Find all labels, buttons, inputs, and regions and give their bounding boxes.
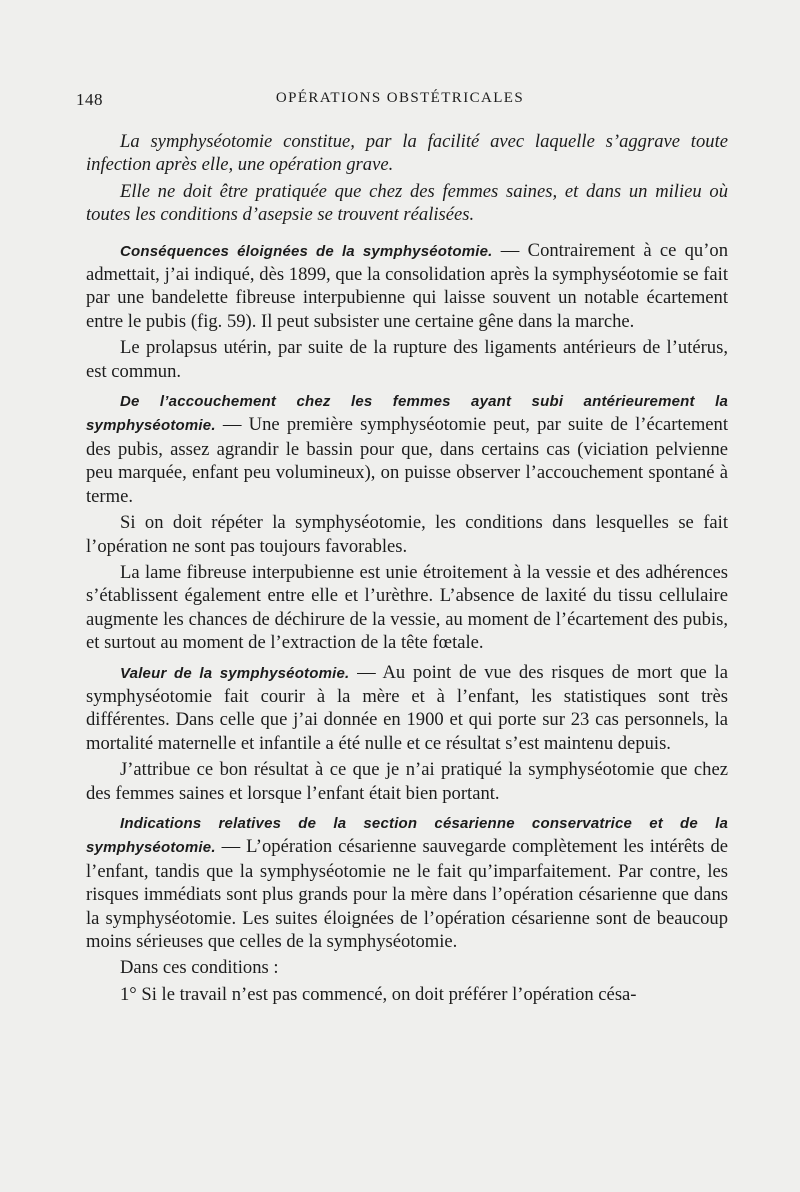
- section-lead-text: — Contrairement à ce qu’on admettait, j’ai indiqué, dès 1899, que la consolidation après la symphyséotomie se fait par une bandelette fibreuse interpubienne qui laisse souvent un notable écartement entre le pubis (fig. 59). Il peut subsister une certaine gêne dans la marche.: [86, 239, 728, 332]
- paragraph: Si on doit répéter la symphyséotomie, les conditions dans lesquelles se fait l’opération ne sont pas toujours favorables.: [86, 512, 728, 557]
- paragraph: Le prolapsus utérin, par suite de la rupture des ligaments antérieurs de l’utérus, est commun.: [86, 337, 728, 382]
- section-lead-text: — Une première symphyséotomie peut, par suite de l’écartement des pubis, assez agrandir le bassin pour que, dans certains cas (viciation pelvienne peu marquée, enfant peu volumineux), on puisse observer l’accouchement spontané à terme.: [86, 414, 728, 507]
- section-consequences: [86, 239, 728, 334]
- page-header: [60, 90, 740, 112]
- body-text: [86, 130, 728, 1009]
- section-lead-text: — Au point de vue des risques de mort que la symphyséotomie fait courir à la mère et à l’enfant, les statistiques sont très différentes. Dans celle que j’ai donnée en 1900 et qui porte sur 23 cas personnels, la mortalité maternelle et infantile a été nulle et ce résultat s’est maintenu depuis.: [86, 661, 728, 754]
- section-heading: Valeur de la symphyséotomie.: [120, 664, 350, 682]
- paragraph: Dans ces conditions :: [120, 957, 279, 979]
- paragraph: La lame fibreuse interpubienne est unie étroitement à la vessie et des adhérences s’établissent également entre elle et l’urèthre. L’absence de laxité du tissu cellulaire augmente les chances de déchirure de la vessie, au moment de l’écartement des pubis, et surtout au moment de l’extraction de la tête fœtale.: [86, 561, 728, 654]
- paragraph: 1° Si le travail n’est pas commencé, on doit préférer l’opération césa-: [120, 983, 637, 1005]
- section-indications: [86, 811, 728, 953]
- section-heading: De l’accouchement chez les femmes ayant subi antérieurement la symphyséotomie.: [86, 393, 728, 435]
- page-number: 148: [76, 90, 103, 109]
- intro-paragraph: La symphyséotomie constitue, par la facilité avec laquelle s’aggrave toute infection après elle, une opération grave.: [86, 131, 728, 176]
- paragraph: J’attribue ce bon résultat à ce que je n’ai pratiqué la symphyséotomie que chez des femmes saines et lorsque l’enfant était bien portant.: [86, 759, 728, 804]
- section-heading: Conséquences éloignées de la symphyséotomie.: [120, 242, 493, 260]
- section-heading: Indications relatives de la section césarienne conservatrice et de la symphyséotomie.: [86, 814, 728, 857]
- section-accouchement: [86, 389, 728, 508]
- running-title: OPÉRATIONS OBSTÉTRICALES: [275, 90, 525, 106]
- section-lead-text: — L’opération césarienne sauvegarde complètement les intérêts de l’enfant, tandis que la symphyséotomie ne le fait qu’imparfaitement. Par contre, les risques immédiats sont plus grands pour la mère dans l’opération césarienne que dans la symphyséotomie. Les suites éloignées de l’opération césarienne sont de beaucoup moins sérieuses que celles de la symphyséotomie.: [86, 836, 728, 952]
- intro-paragraph: Elle ne doit être pratiquée que chez des femmes saines, et dans un milieu où toutes les conditions d’asepsie se trouvent réalisées.: [86, 180, 728, 226]
- section-valeur: [86, 661, 728, 756]
